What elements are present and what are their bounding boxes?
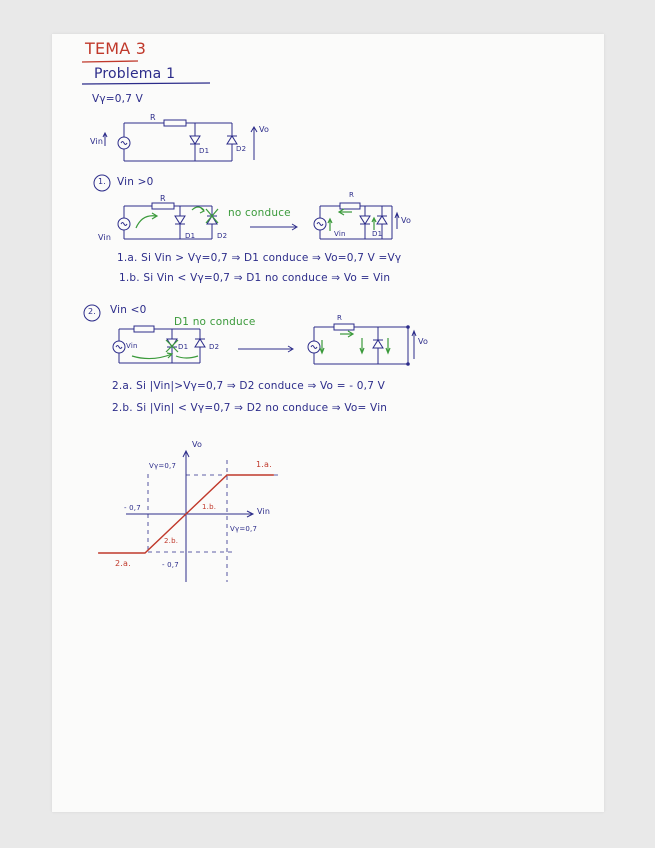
graph-region-1b: 1.b. <box>202 503 217 511</box>
case1-eq-vin-label: Vin <box>334 230 346 238</box>
graph-axes <box>126 451 253 582</box>
case1-d1-label: D1 <box>185 232 196 240</box>
case1-r-label: R <box>160 194 166 203</box>
case1-eq-d1-label: D1 <box>372 230 383 238</box>
main-d1-label: D1 <box>199 147 210 155</box>
case1-condition: Vin >0 <box>117 176 154 188</box>
graph-xlabel: Vin <box>257 507 271 516</box>
given-threshold: Vγ=0,7 V <box>92 93 144 105</box>
case2-line-a: 2.a. Si |Vin|>Vγ=0,7 ⇒ D2 conduce ⇒ Vo = - 0,7 V <box>112 380 386 392</box>
main-d2-label: D2 <box>236 145 247 153</box>
graph-region-2a: 2.a. <box>115 559 131 568</box>
case1-line-b: 1.b. Si Vin < Vγ=0,7 ⇒ D1 no conduce ⇒ Vo = Vin <box>119 272 391 284</box>
graph-region-1a: 1.a. <box>256 460 272 469</box>
main-vo-label: Vo <box>259 125 270 134</box>
case1-number: 1. <box>98 177 107 186</box>
graph-y-top-label: Vγ=0,7 <box>149 462 177 470</box>
graph-x-left-label: - 0,7 <box>124 504 141 512</box>
case2-condition: Vin <0 <box>110 304 147 316</box>
case2-eq-vo-label: Vo <box>418 337 429 346</box>
case2-line-b: 2.b. Si |Vin| < Vγ=0,7 ⇒ D2 no conduce ⇒ Vo= Vin <box>112 402 388 414</box>
page-title: TEMA 3 <box>85 39 147 58</box>
main-vin-label: Vin <box>90 137 104 146</box>
graph-x-right-label: Vγ=0,7 <box>230 525 258 533</box>
case2-number: 2. <box>88 307 97 316</box>
case1-eq-vo-label: Vo <box>401 216 412 225</box>
transfer-graph <box>52 34 604 812</box>
problem-heading: Problema 1 <box>94 66 176 82</box>
graph-region-2b: 2.b. <box>164 537 179 545</box>
graph-y-bottom-label: - 0,7 <box>162 561 179 569</box>
case1-line-a: 1.a. Si Vin > Vγ=0,7 ⇒ D1 conduce ⇒ Vo=0,7 V =Vγ <box>117 252 402 264</box>
case1-vin-label: Vin <box>98 233 112 242</box>
case2-d1-note: D1 no conduce <box>174 316 256 328</box>
case2-d1-label: D1 <box>178 343 189 351</box>
graph-ylabel: Vo <box>192 440 203 449</box>
case2-vin-label: Vin <box>126 342 138 350</box>
case1-no-conduce-note: no conduce <box>228 207 291 219</box>
main-r-label: R <box>150 113 156 122</box>
notebook-page <box>52 34 604 812</box>
case1-eq-r-label: R <box>349 191 355 199</box>
case2-eq-r-label: R <box>337 314 343 322</box>
case1-d2-label: D2 <box>217 232 228 240</box>
case2-d2-label: D2 <box>209 343 220 351</box>
